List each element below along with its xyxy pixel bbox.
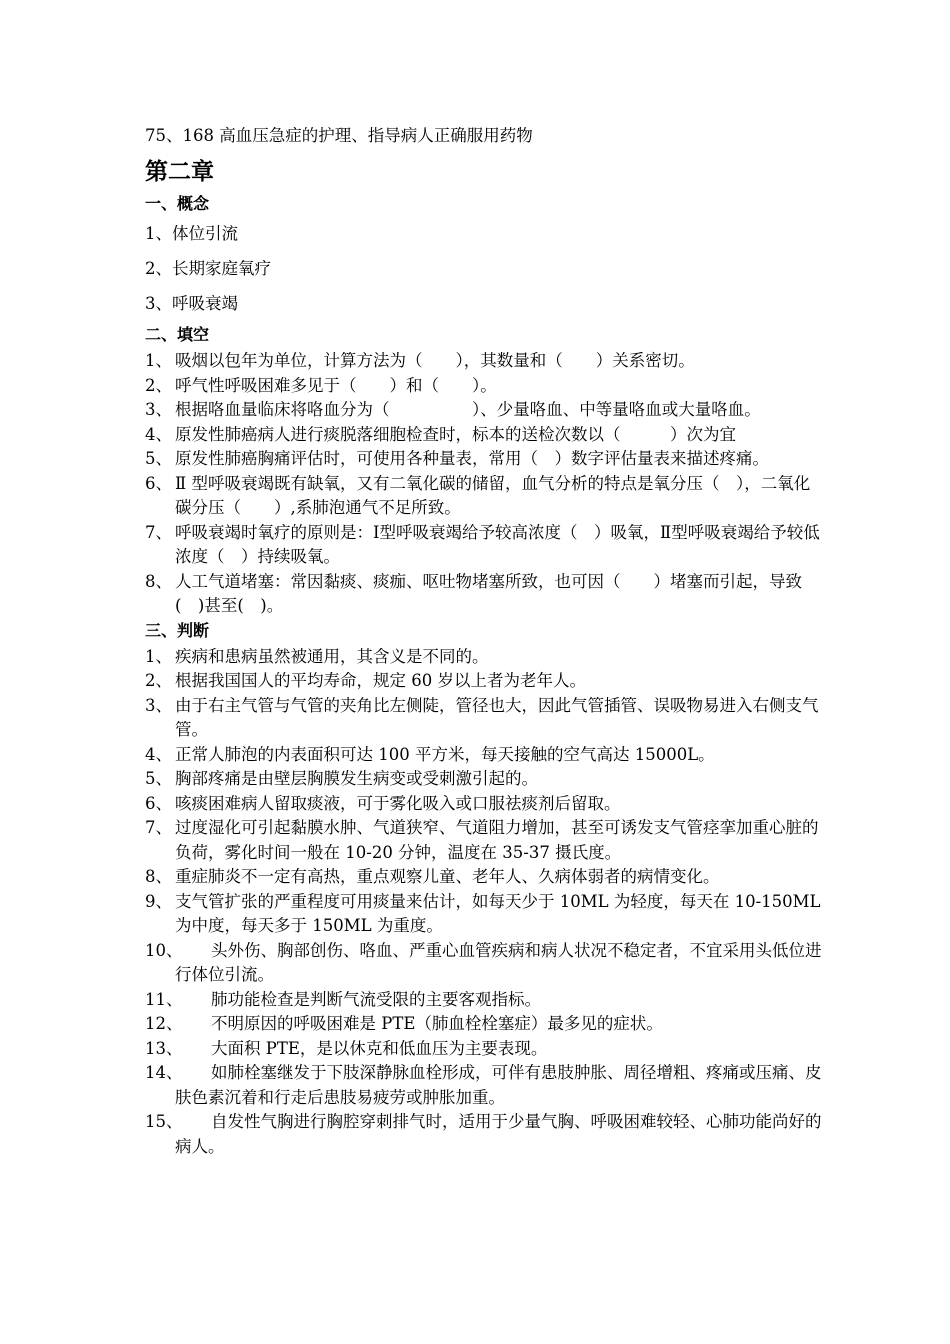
fill-item — [145, 521, 825, 570]
judge-item-text: 肺功能检查是判断气流受限的主要客观指标。 — [211, 989, 541, 1009]
fill-item-number: 5、 — [145, 449, 172, 468]
fill-item — [145, 570, 825, 619]
concept-item: 1、体位引流 — [145, 224, 238, 243]
judge-item — [145, 1110, 825, 1159]
judge-item-number: 12、 — [145, 1014, 183, 1033]
judge-item-number: 11、 — [145, 989, 183, 1009]
judge-item-text: 重症肺炎不一定有高热，重点观察儿童、老年人、久病体弱者的病情变化。 — [175, 867, 720, 886]
judge-item — [145, 939, 825, 988]
judge-item — [145, 1012, 825, 1037]
judge-item — [145, 669, 825, 694]
judge-item-number: 7、 — [145, 818, 172, 837]
judge-item-number: 2、 — [145, 671, 172, 690]
judge-item — [145, 1037, 825, 1062]
judge-item-text: 由于右主气管与气管的夹角比左侧陡，管径也大，因此气管插管、误吸物易进入右侧支气管。 — [175, 695, 819, 739]
judge-item — [145, 767, 825, 792]
document-body — [145, 122, 825, 1159]
judge-item-text: 头外伤、胸部创伤、咯血、严重心血管疾病和病人状况不稳定者，不宜采用头低位进行体位引流。 — [175, 940, 822, 984]
concept-item: 2、长期家庭氧疗 — [145, 259, 271, 278]
fill-item — [145, 423, 825, 448]
judge-item — [145, 988, 825, 1013]
judge-item-text: 大面积 PTE，是以休克和低血压为主要表现。 — [211, 1038, 548, 1058]
judge-item — [145, 1061, 825, 1110]
fill-item-text: 人工气道堵塞：常因黏痰、痰痂、呕吐物堵塞所致，也可因（ ）堵塞而引起，导致( )甚至( )。 — [175, 571, 802, 615]
judge-item — [145, 890, 825, 939]
judge-list — [145, 645, 825, 1160]
judge-item-number: 1、 — [145, 646, 172, 666]
judge-item-number: 4、 — [145, 744, 172, 764]
judge-item-text: 根据我国国人的平均寿命，规定 60 岁以上者为老年人。 — [175, 671, 586, 690]
judge-item-number: 5、 — [145, 769, 172, 788]
judge-item — [145, 694, 825, 743]
fill-item-number: 7、 — [145, 522, 172, 542]
judge-item-text: 疾病和患病虽然被通用，其含义是不同的。 — [175, 646, 489, 666]
judge-item — [145, 816, 825, 865]
fill-item — [145, 472, 825, 521]
judge-item-text: 胸部疼痛是由壁层胸膜发生病变或受刺激引起的。 — [175, 769, 538, 788]
fill-item — [145, 374, 825, 399]
fill-item — [145, 349, 825, 374]
judge-item-number: 9、 — [145, 891, 172, 911]
judge-item-text: 如肺栓塞继发于下肢深静脉血栓形成，可伴有患肢肿胀、周径增粗、疼痛或压痛、皮肤色素沉着和行走后患肢易疲劳或肿胀加重。 — [175, 1063, 822, 1107]
judge-item-text: 自发性气胸进行胸腔穿刺排气时，适用于少量气胸、呼吸困难较轻、心肺功能尚好的病人。 — [175, 1112, 822, 1156]
fill-item — [145, 398, 825, 423]
fill-item-number: 4、 — [145, 424, 172, 444]
fill-item-number: 3、 — [145, 400, 172, 419]
fill-item-number: 2、 — [145, 375, 172, 395]
concept-item: 3、呼吸衰竭 — [145, 294, 238, 313]
intro-line: 75、168 高血压急症的护理、指导病人正确服用药物 — [145, 126, 533, 145]
fill-item-number: 8、 — [145, 571, 172, 591]
fill-item-text: 呼气性呼吸困难多见于（ ）和（ ）。 — [175, 375, 497, 395]
section-fill-title: 二、填空 — [145, 325, 210, 344]
judge-item — [145, 865, 825, 890]
fill-item — [145, 447, 825, 472]
fill-item-text: 原发性肺癌病人进行痰脱落细胞检查时，标本的送检次数以（ ）次为宜 — [175, 424, 736, 444]
judge-item-number: 14、 — [145, 1063, 183, 1082]
fill-item-text: 吸烟以包年为单位，计算方法为（ ），其数量和（ ）关系密切。 — [175, 351, 695, 370]
judge-item-text: 过度湿化可引起黏膜水肿、气道狭窄、气道阻力增加，甚至可诱发支气管痉挛加重心脏的负荷，雾化时间一般在 10-20 分钟，温度在 35-37 摄氏度。 — [175, 818, 819, 862]
judge-item-number: 15、 — [145, 1112, 183, 1131]
judge-item-text: 正常人肺泡的内表面积可达 100 平方米，每天接触的空气高达 15000L。 — [175, 744, 715, 764]
judge-item — [145, 645, 825, 670]
judge-item-text: 支气管扩张的严重程度可用痰量来估计，如每天少于 10ML 为轻度，每天在 10-150ML 为中度，每天多于 150ML 为重度。 — [175, 891, 821, 935]
judge-item-number: 3、 — [145, 695, 172, 715]
chapter-title: 第二章 — [145, 158, 214, 185]
judge-item-text: 不明原因的呼吸困难是 PTE（肺血栓栓塞症）最多见的症状。 — [211, 1014, 663, 1033]
fill-item-number: 1、 — [145, 351, 172, 370]
judge-item-number: 10、 — [145, 940, 183, 960]
fill-item-number: 6、 — [145, 473, 172, 493]
section-concept-title: 一、概念 — [145, 194, 210, 213]
judge-item-number: 13、 — [145, 1038, 183, 1058]
fill-item-text: 根据咯血量临床将咯血分为（ ）、少量咯血、中等量咯血或大量咯血。 — [175, 400, 761, 419]
fill-list — [145, 349, 825, 619]
judge-item-text: 咳痰困难病人留取痰液，可于雾化吸入或口服祛痰剂后留取。 — [175, 793, 621, 813]
section-judge-title: 三、判断 — [145, 620, 210, 640]
fill-item-text: 呼吸衰竭时氧疗的原则是：Ⅰ型呼吸衰竭给予较高浓度（ ）吸氧，Ⅱ型呼吸衰竭给予较低浓度（ ）持续吸氧。 — [175, 522, 820, 566]
judge-item-number: 6、 — [145, 793, 172, 813]
fill-item-text: Ⅱ 型呼吸衰竭既有缺氧，又有二氧化碳的储留，血气分析的特点是氧分压（ ），二氧化碳分压（ ）,系肺泡通气不足所致。 — [175, 473, 811, 517]
judge-item — [145, 792, 825, 817]
judge-item-number: 8、 — [145, 867, 172, 886]
judge-item — [145, 743, 825, 768]
fill-item-text: 原发性肺癌胸痛评估时，可使用各种量表，常用（ ）数字评估量表来描述疼痛。 — [175, 449, 769, 468]
concept-list — [145, 216, 825, 321]
